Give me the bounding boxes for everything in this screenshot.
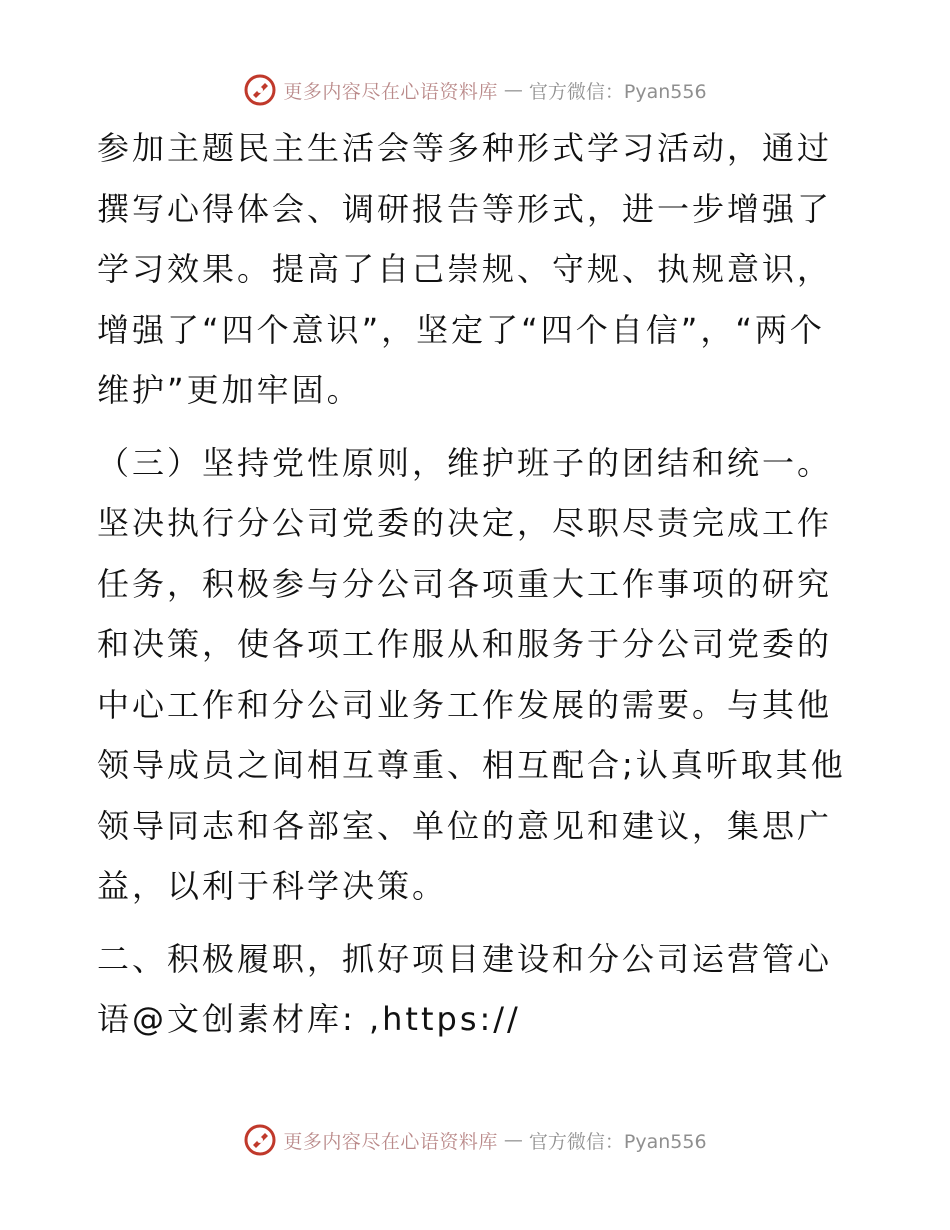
footer-watermark: [0, 1120, 950, 1160]
document-body: [97, 118, 857, 1050]
section-heading-performance: 二、积极履职，抓好项目建设和分公司运营管心语@文创素材库: ,https://: [97, 939, 833, 1038]
watermark-brand-text: 更多内容尽在心语资料库: [283, 1130, 498, 1153]
section-heading-party-principle: （三）坚持党性原则，维护班子的团结和统一。: [97, 443, 833, 482]
watermark-separator: —: [503, 79, 523, 101]
watermark-separator: —: [503, 1129, 523, 1151]
paragraph-study-results: 参加主题民主生活会等多种形式学习活动，通过撰写心得体会、调研报告等形式，进一步增强了学习效果。提高了自己崇规、守规、执规意识，增强了“四个意识”，坚定了“四个自信”，“两个维护”更加牢固。: [97, 129, 833, 409]
paragraph-team-unity: 坚决执行分公司党委的决定，尽职尽责完成工作任务，积极参与分公司各项重大工作事项的研究和决策，使各项工作服从和服务于分公司党委的中心工作和分公司业务工作发展的需要。与其他领导成员之间相互尊重、相互配合;认真听取其他领导同志和各部室、单位的意见和建议，集思广益，以利于科学决策。: [97, 504, 846, 905]
red-seal-logo-icon: [243, 1123, 277, 1157]
watermark-brand-text: 更多内容尽在心语资料库: [283, 80, 498, 103]
watermark-contact-text: 官方微信：Pyan556: [528, 80, 707, 103]
header-watermark: [0, 70, 950, 110]
watermark-contact-text: 官方微信：Pyan556: [528, 1130, 707, 1153]
red-seal-logo-icon: [243, 73, 277, 107]
